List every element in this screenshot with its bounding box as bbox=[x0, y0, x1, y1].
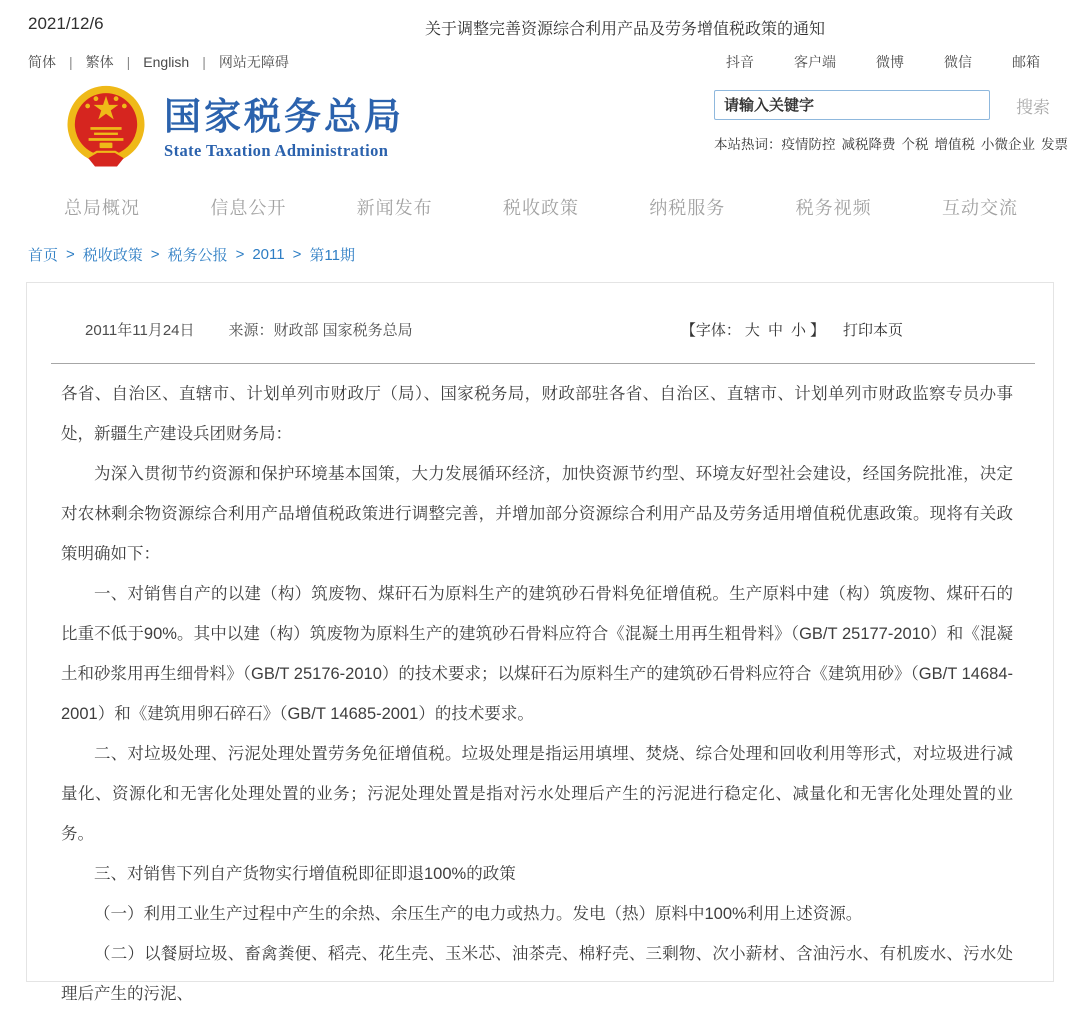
language-links bbox=[28, 52, 289, 72]
separator: | bbox=[126, 54, 131, 70]
article-paragraph: 为深入贯彻节约资源和保护环境基本国策，大力发展循环经济，加快资源节约型、环境友好型社会建设，经国务院批准，决定对农林剩余物资源综合利用产品增值税政策进行调整完善，并增加部分资源综合利用产品及劳务适用增值税优惠政策。现将有关政策明确如下： bbox=[61, 465, 1013, 563]
breadcrumb-separator: > bbox=[235, 246, 245, 263]
article-paragraph: （一）利用工业生产过程中产生的余热、余压生产的电力或热力。发电（热）原料中100%利用上述资源。 bbox=[94, 905, 863, 923]
language-link[interactable]: 网站无障碍 bbox=[218, 54, 289, 70]
article-paragraph: 各省、自治区、直辖市、计划单列市财政厅（局）、国家税务局，财政部驻各省、自治区、直辖市、计划单列市财政监察专员办事处，新疆生产建设兵团财务局： bbox=[61, 385, 1013, 443]
breadcrumb-link[interactable]: 第11期 bbox=[309, 247, 355, 264]
hot-word-link[interactable]: 发票 bbox=[1041, 137, 1068, 152]
article-paragraph: （二）以餐厨垃圾、畜禽粪便、稻壳、花生壳、玉米芯、油茶壳、棉籽壳、三剩物、次小薪材、含油污水、有机废水、污水处理后产生的污泥、 bbox=[61, 945, 1013, 1003]
social-link[interactable]: 客户端 bbox=[794, 54, 836, 70]
nav-item[interactable]: 信息公开 bbox=[210, 198, 287, 218]
site-name-en: State Taxation Administration bbox=[164, 141, 389, 160]
font-size-button[interactable]: 大 bbox=[745, 319, 760, 340]
breadcrumb-link[interactable]: 税收政策 bbox=[82, 247, 143, 264]
print-page-link[interactable]: 打印本页 bbox=[842, 322, 903, 339]
search-area bbox=[714, 90, 1068, 153]
hot-words-label: 本站热词： bbox=[714, 137, 782, 152]
article-meta bbox=[27, 319, 1053, 340]
social-link[interactable]: 抖音 bbox=[726, 54, 754, 70]
breadcrumb-separator: > bbox=[292, 246, 302, 263]
social-links bbox=[726, 52, 1040, 72]
breadcrumb-item bbox=[168, 244, 253, 265]
breadcrumb-item bbox=[28, 244, 83, 265]
hot-word-link[interactable]: 增值税 bbox=[934, 137, 975, 152]
language-link[interactable]: English bbox=[143, 54, 190, 70]
breadcrumb-item bbox=[83, 244, 168, 265]
language-item bbox=[28, 52, 86, 72]
article-date: 2011年11月24日 bbox=[85, 322, 195, 339]
nav-item[interactable]: 新闻发布 bbox=[356, 198, 433, 218]
article-paragraph: 二、对垃圾处理、污泥处理处置劳务免征增值税。垃圾处理是指运用填埋、焚烧、综合处理和回收利用等形式，对垃圾进行减量化、资源化和无害化处理处置的业务；污泥处理处置是指对污水处理后产生的污泥进行稳定化、减量化和无害化处理处置的业务。 bbox=[61, 745, 1013, 843]
breadcrumb-link[interactable]: 税务公报 bbox=[167, 247, 228, 264]
social-link[interactable]: 邮箱 bbox=[1012, 54, 1040, 70]
breadcrumb-item bbox=[309, 244, 355, 265]
print-header bbox=[0, 0, 1080, 40]
breadcrumb bbox=[0, 232, 1080, 275]
site-name: 国家税务总局 bbox=[164, 96, 404, 137]
national-emblem-icon bbox=[62, 84, 150, 172]
hot-word-link[interactable]: 小微企业 bbox=[981, 137, 1035, 152]
language-item bbox=[86, 52, 144, 72]
print-date: 2021/12/6 bbox=[28, 14, 104, 33]
language-item bbox=[143, 54, 219, 70]
utility-bar bbox=[0, 40, 1080, 72]
social-link[interactable]: 微博 bbox=[876, 54, 904, 70]
search-input[interactable] bbox=[714, 90, 990, 120]
language-link[interactable]: 繁体 bbox=[85, 54, 114, 70]
breadcrumb-separator: > bbox=[66, 246, 75, 263]
breadcrumb-item bbox=[252, 246, 309, 263]
main-nav bbox=[0, 172, 1080, 232]
nav-item[interactable]: 纳税服务 bbox=[649, 198, 726, 218]
nav-item[interactable]: 税务视频 bbox=[795, 198, 872, 218]
hot-words bbox=[714, 133, 1068, 153]
masthead bbox=[0, 72, 1080, 172]
nav-item[interactable]: 总局概况 bbox=[64, 198, 140, 218]
article-paragraph: 一、对销售自产的以建（构）筑废物、煤矸石为原料生产的建筑砂石骨料免征增值税。生产原料中建（构）筑废物、煤矸石的比重不低于90%。其中以建（构）筑废物为原料生产的建筑砂石骨料应符合《混凝土用再生粗骨料》（GB/T 25177-2010）和《混凝土和砂浆用再生细骨料》（GB/T 25176-2010）的技术要求；以煤矸石为原料生产的建筑砂石骨料应符合《建筑用砂》（GB/T 14684-2001）和《建筑用卵石碎石》（GB/T 14685-2001）的技术要求。 bbox=[61, 585, 1013, 723]
separator: | bbox=[69, 54, 73, 70]
hot-word-link[interactable]: 个税 bbox=[901, 137, 929, 152]
article-source: 来源：财政部 国家税务总局 bbox=[228, 322, 413, 339]
nav-item[interactable]: 税收政策 bbox=[502, 198, 579, 218]
logo-text bbox=[164, 95, 404, 161]
breadcrumb-link[interactable]: 2011 bbox=[252, 246, 285, 263]
article-body bbox=[27, 364, 1053, 1014]
font-size-label-open: 【字体： bbox=[680, 322, 741, 339]
nav-item[interactable]: 互动交流 bbox=[941, 198, 1018, 218]
separator: | bbox=[202, 54, 206, 70]
font-size-button[interactable]: 小 bbox=[791, 319, 806, 340]
hot-word-link[interactable]: 疫情防控 bbox=[781, 137, 836, 152]
font-size-label-close: 】 bbox=[809, 322, 825, 339]
language-item bbox=[219, 52, 289, 72]
breadcrumb-separator: > bbox=[150, 246, 160, 263]
article-paragraph: 三、对销售下列自产货物实行增值税即征即退100%的政策 bbox=[94, 865, 516, 883]
search-button[interactable]: 搜索 bbox=[1016, 93, 1050, 118]
language-link[interactable]: 简体 bbox=[28, 54, 56, 70]
breadcrumb-link[interactable]: 首页 bbox=[28, 247, 59, 264]
hot-word-link[interactable]: 减税降费 bbox=[841, 137, 896, 152]
article-container bbox=[26, 282, 1054, 1003]
social-link[interactable]: 微信 bbox=[944, 54, 972, 70]
font-size-button[interactable]: 中 bbox=[768, 319, 783, 340]
page-title: 关于调整完善资源综合利用产品及劳务增值税政策的通知 bbox=[424, 21, 826, 38]
